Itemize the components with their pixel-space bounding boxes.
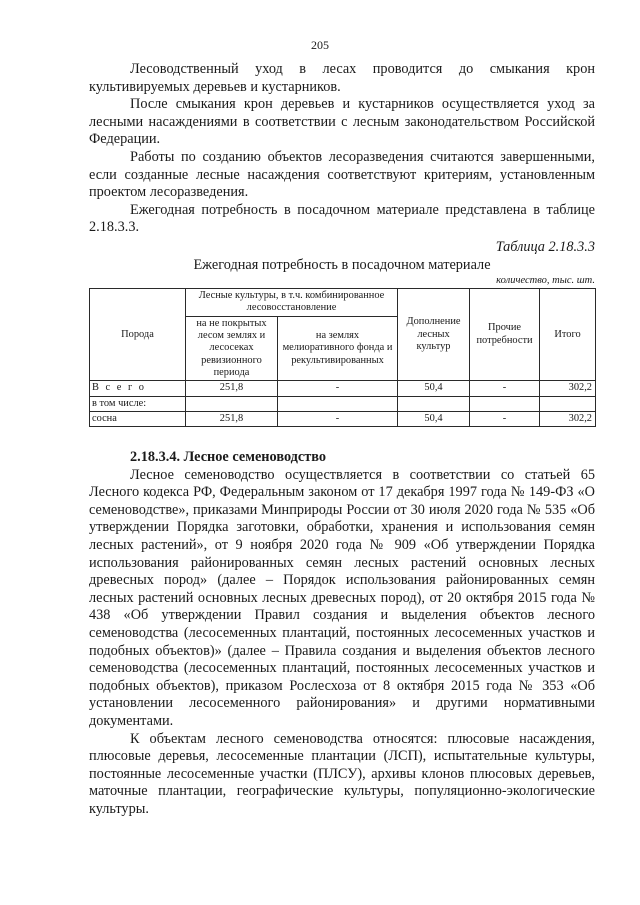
cell-species: в том числе: (90, 396, 186, 411)
cell-not-covered: 251,8 (186, 381, 278, 396)
header-not-covered: на не покрытых лесом землях и лесосеках ревизионного периода (186, 316, 278, 380)
header-forest-cultures: Лесные культуры, в т.ч. комбинированное лесовосстановление (186, 289, 398, 317)
paragraph: К объектам лесного семеноводства относятся: плюсовые насаждения, плюсовые деревья, лесосеменные плантации (ЛСП), испытательные культуры, постоянные лесосеменные участки (ПЛСУ), архивы клонов плюсовых деревьев, маточные плантации, географические культуры, популяционно-экологические культуры. (89, 730, 595, 817)
paragraph: Работы по созданию объектов лесоразведения считаются завершенными, если созданные лесные насаждения соответствуют критериям, установленным проектом лесоразведения. (89, 148, 595, 201)
paragraph: После смыкания крон деревьев и кустарников осуществляется уход за лесными насаждениями в соответствии с лесным законодательством Российской Федерации. (89, 96, 595, 148)
cell-addition: 50,4 (398, 411, 470, 426)
cell-other (470, 396, 540, 411)
section-heading: 2.18.3.4. Лесное семеноводство (130, 449, 327, 466)
cell-total: 302,2 (540, 381, 596, 396)
table-row (90, 396, 596, 411)
cell-addition (398, 396, 470, 411)
paragraph: Ежегодная потребность в посадочном материале представлена в таблице 2.18.3.3. (89, 201, 595, 236)
table-title: Ежегодная потребность в посадочном материале (193, 256, 491, 273)
table-units: количество, тыс. шт. (496, 275, 595, 287)
header-total: Итого (540, 289, 596, 381)
cell-reclamation: - (278, 381, 398, 396)
cell-not-covered: 251,8 (186, 411, 278, 426)
paragraph: Лесное семеноводство осуществляется в соответствии со статьей 65 Лесного кодекса РФ, Федеральным законом от 17 декабря 1997 года № 149-ФЗ «О семеноводстве», приказами Минприроды России от 30 июля 2020 года № 535 «Об утверждении Порядка заготовки, обработки, хранения и использования семян лесных растений», от 9 ноября 2020 года № 909 «Об утверждении Порядка использования районированных семян лесных растений основных лесных древесных пород» (далее – Порядок использования районированных семян лесных растений основных лесных древесных пород), от 20 октября 2015 года № 438 «Об утверждении Правил создания и выделения объектов лесного семеноводства (лесосеменных плантаций, постоянных лесосеменных участков и подобных объектов)» (далее – Правила создания и выделения объектов лесного семеноводства (лесосеменных плантаций, постоянных лесосеменных участков и подобных объектов), приказом Рослесхоза от 8 октября 2015 года № 353 «Об установлении лесосеменного районирования» и другими нормативными документами. (89, 466, 595, 729)
page-content (89, 61, 595, 819)
table-caption: Таблица 2.18.3.3 (495, 238, 595, 255)
planting-material-table (89, 288, 596, 427)
cell-other: - (470, 411, 540, 426)
page-number: 205 (311, 38, 329, 52)
header-species: Порода (90, 289, 186, 381)
cell-reclamation (278, 396, 398, 411)
cell-other: - (470, 381, 540, 396)
cell-species: сосна (90, 411, 186, 426)
cell-total (540, 396, 596, 411)
table-row (90, 381, 596, 396)
cell-reclamation: - (278, 411, 398, 426)
table-row (90, 411, 596, 426)
paragraph: Лесоводственный уход в лесах проводится до смыкания крон культивируемых деревьев и кустарников. (89, 61, 595, 95)
cell-not-covered (186, 396, 278, 411)
header-reclamation: на землях мелиоративного фонда и рекультивированных (278, 316, 398, 380)
cell-addition: 50,4 (398, 381, 470, 396)
header-addition: Дополнение лесных культур (398, 289, 470, 381)
header-other: Прочие потребности (470, 289, 540, 381)
cell-total: 302,2 (540, 411, 596, 426)
cell-species: В с е г о (90, 381, 186, 396)
